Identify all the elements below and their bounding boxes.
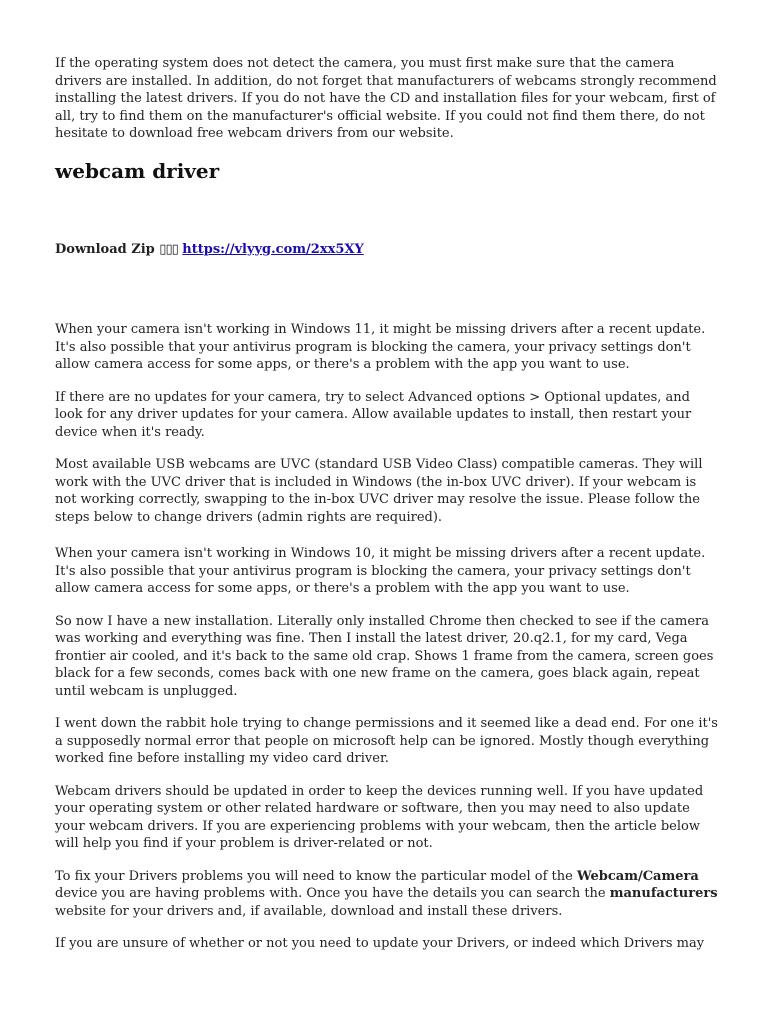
paragraph-uvc: Most available USB webcams are UVC (standard USB Video Class) compatible cameras. They will work with the UVC driver that is included in Windows (the in-box UVC driver). If your webcam is not working correctly, swapping to the in-box UVC driver may resolve the issue. Please follow the steps below to change drivers (admin rights are required). [55,457,703,525]
paragraph-windows10: When your camera isn't working in Windows 10, it might be missing drivers after a recent update. It's also possible that your antivirus program is blocking the camera, your privacy settings don't allow camera access for some apps, or there's a problem with the app you want to use. [55,546,706,596]
intro-paragraph: If the operating system does not detect the camera, you must first make sure that the camera drivers are installed. In addition, do not forget that manufacturers of webcams strongly recommend installing the latest drivers. If you do not have the CD and installation files for your webcam, first of all, try to find them on the manufacturer's official website. If you could not find them there, do not hesitate to download free webcam drivers from our website. [55,56,717,141]
download-label: Download Zip [55,241,155,257]
document-body [55,55,720,968]
fix-text-1: To fix your Drivers problems you will need to know the particular model of the [55,868,577,884]
download-line [55,241,720,259]
fix-text-3: website for your drivers and, if available, download and install these drivers. [55,903,563,919]
paragraph-fix-drivers [55,868,720,921]
fix-text-2: device you are having problems with. Once you have the details you can search the [55,886,610,901]
fix-bold-manufacturers: manufacturers [609,886,718,901]
paragraph-rabbit-hole: I went down the rabbit hole trying to change permissions and it seemed like a dead end. For one it's a supposedly normal error that people on microsoft help can be ignored. Mostly though everything worked fine before installing my video card driver. [55,716,718,766]
paragraph-update-drivers: Webcam drivers should be updated in order to keep the devices running well. If you have updated your operating system or other related hardware or software, then you may need to also update your webcam drivers. If you are experiencing problems with your webcam, then the article below will help you find if your problem is driver-related or not. [55,783,704,851]
download-link[interactable]: https://vlyyg.com/2xx5XY [182,241,364,257]
page-title: webcam driver [55,158,220,183]
arrow-glyphs: ▯▯▯ [159,241,178,257]
paragraph-windows11: When your camera isn't working in Windows 11, it might be missing drivers after a recent update. It's also possible that your antivirus program is blocking the camera, your privacy settings don't allow camera access for some apps, or there's a problem with the app you want to use. [55,322,706,372]
paragraph-new-installation: So now I have a new installation. Literally only installed Chrome then checked to see if the camera was working and everything was fine. Then I install the latest driver, 20.q2.1, for my card, Vega frontier air cooled, and it's back to the same old crap. Shows 1 frame from the camera, screen goes black for a few seconds, comes back with one new frame on the camera, goes black again, repeat until webcam is unplugged. [55,613,714,699]
paragraph-optional-updates: If there are no updates for your camera, try to select Advanced options > Optional updates, and look for any driver updates for your camera. Allow available updates to install, then restart your device when it's ready. [55,389,692,440]
paragraph-unsure: If you are unsure of whether or not you need to update your Drivers, or indeed which Drivers may [55,936,705,951]
fix-bold-webcam: Webcam/Camera [576,868,699,884]
spacer [55,258,720,321]
title-block [55,158,720,184]
spacer [55,526,720,545]
